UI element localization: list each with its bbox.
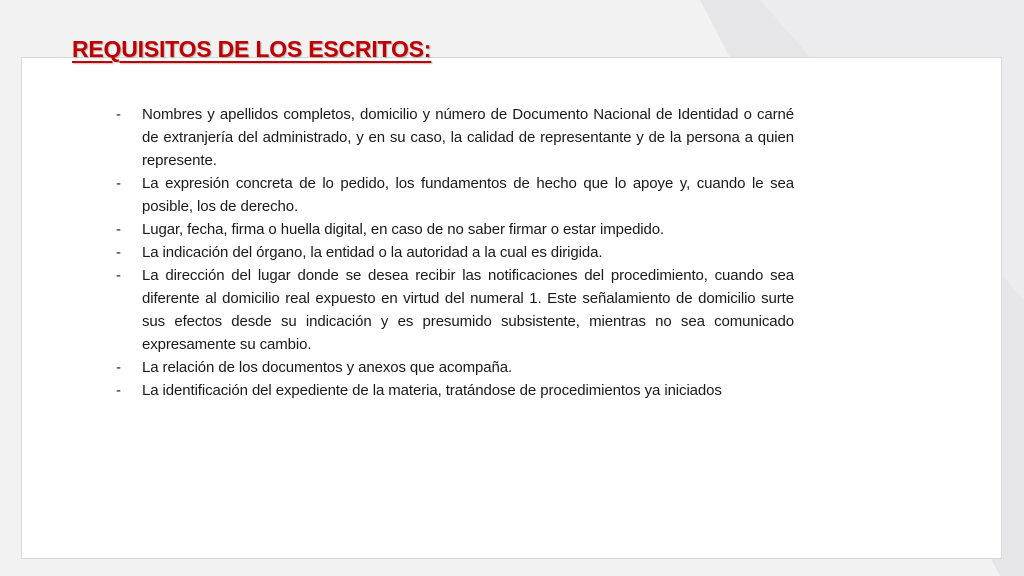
bullet-dash: - <box>116 221 121 238</box>
list-item-text: La identificación del expediente de la materia, tratándose de procedimientos ya iniciados <box>142 382 722 399</box>
list-item <box>116 218 794 241</box>
bullet-dash: - <box>116 244 121 261</box>
list-item <box>116 379 794 402</box>
list-item <box>116 264 794 356</box>
list-item-text: La indicación del órgano, la entidad o la autoridad a la cual es dirigida. <box>142 244 603 261</box>
bullet-dash: - <box>116 175 121 192</box>
slide-title: REQUISITOS DE LOS ESCRITOS: <box>72 36 432 62</box>
bullet-dash: - <box>116 359 121 376</box>
list-item-text: La dirección del lugar donde se desea recibir las notificaciones del procedimiento, cuando sea diferente al domicilio real expuesto en virtud del numeral 1. Este señalamiento de domicilio surte sus efectos desde su indicación y es presumido subsistente, mientras no sea comunicado expresamente su cambio. <box>142 267 794 353</box>
list-item <box>116 103 794 172</box>
list-item <box>116 241 794 264</box>
list-item-text: Lugar, fecha, firma o huella digital, en caso de no saber firmar o estar impedido. <box>142 221 665 238</box>
list-item <box>116 172 794 218</box>
bullet-dash: - <box>116 382 121 399</box>
list-item <box>116 356 794 379</box>
bullet-dash: - <box>116 106 121 123</box>
bullet-dash: - <box>116 267 121 284</box>
list-item-text: La expresión concreta de lo pedido, los fundamentos de hecho que lo apoye y, cuando le sea posible, los de derecho. <box>142 175 794 215</box>
requirements-list <box>116 103 794 402</box>
list-item-text: La relación de los documentos y anexos que acompaña. <box>142 359 513 376</box>
list-item-text: Nombres y apellidos completos, domicilio y número de Documento Nacional de Identidad o carné de extranjería del administrado, y en su caso, la calidad de representante y de la persona a quien represente. <box>142 106 794 169</box>
